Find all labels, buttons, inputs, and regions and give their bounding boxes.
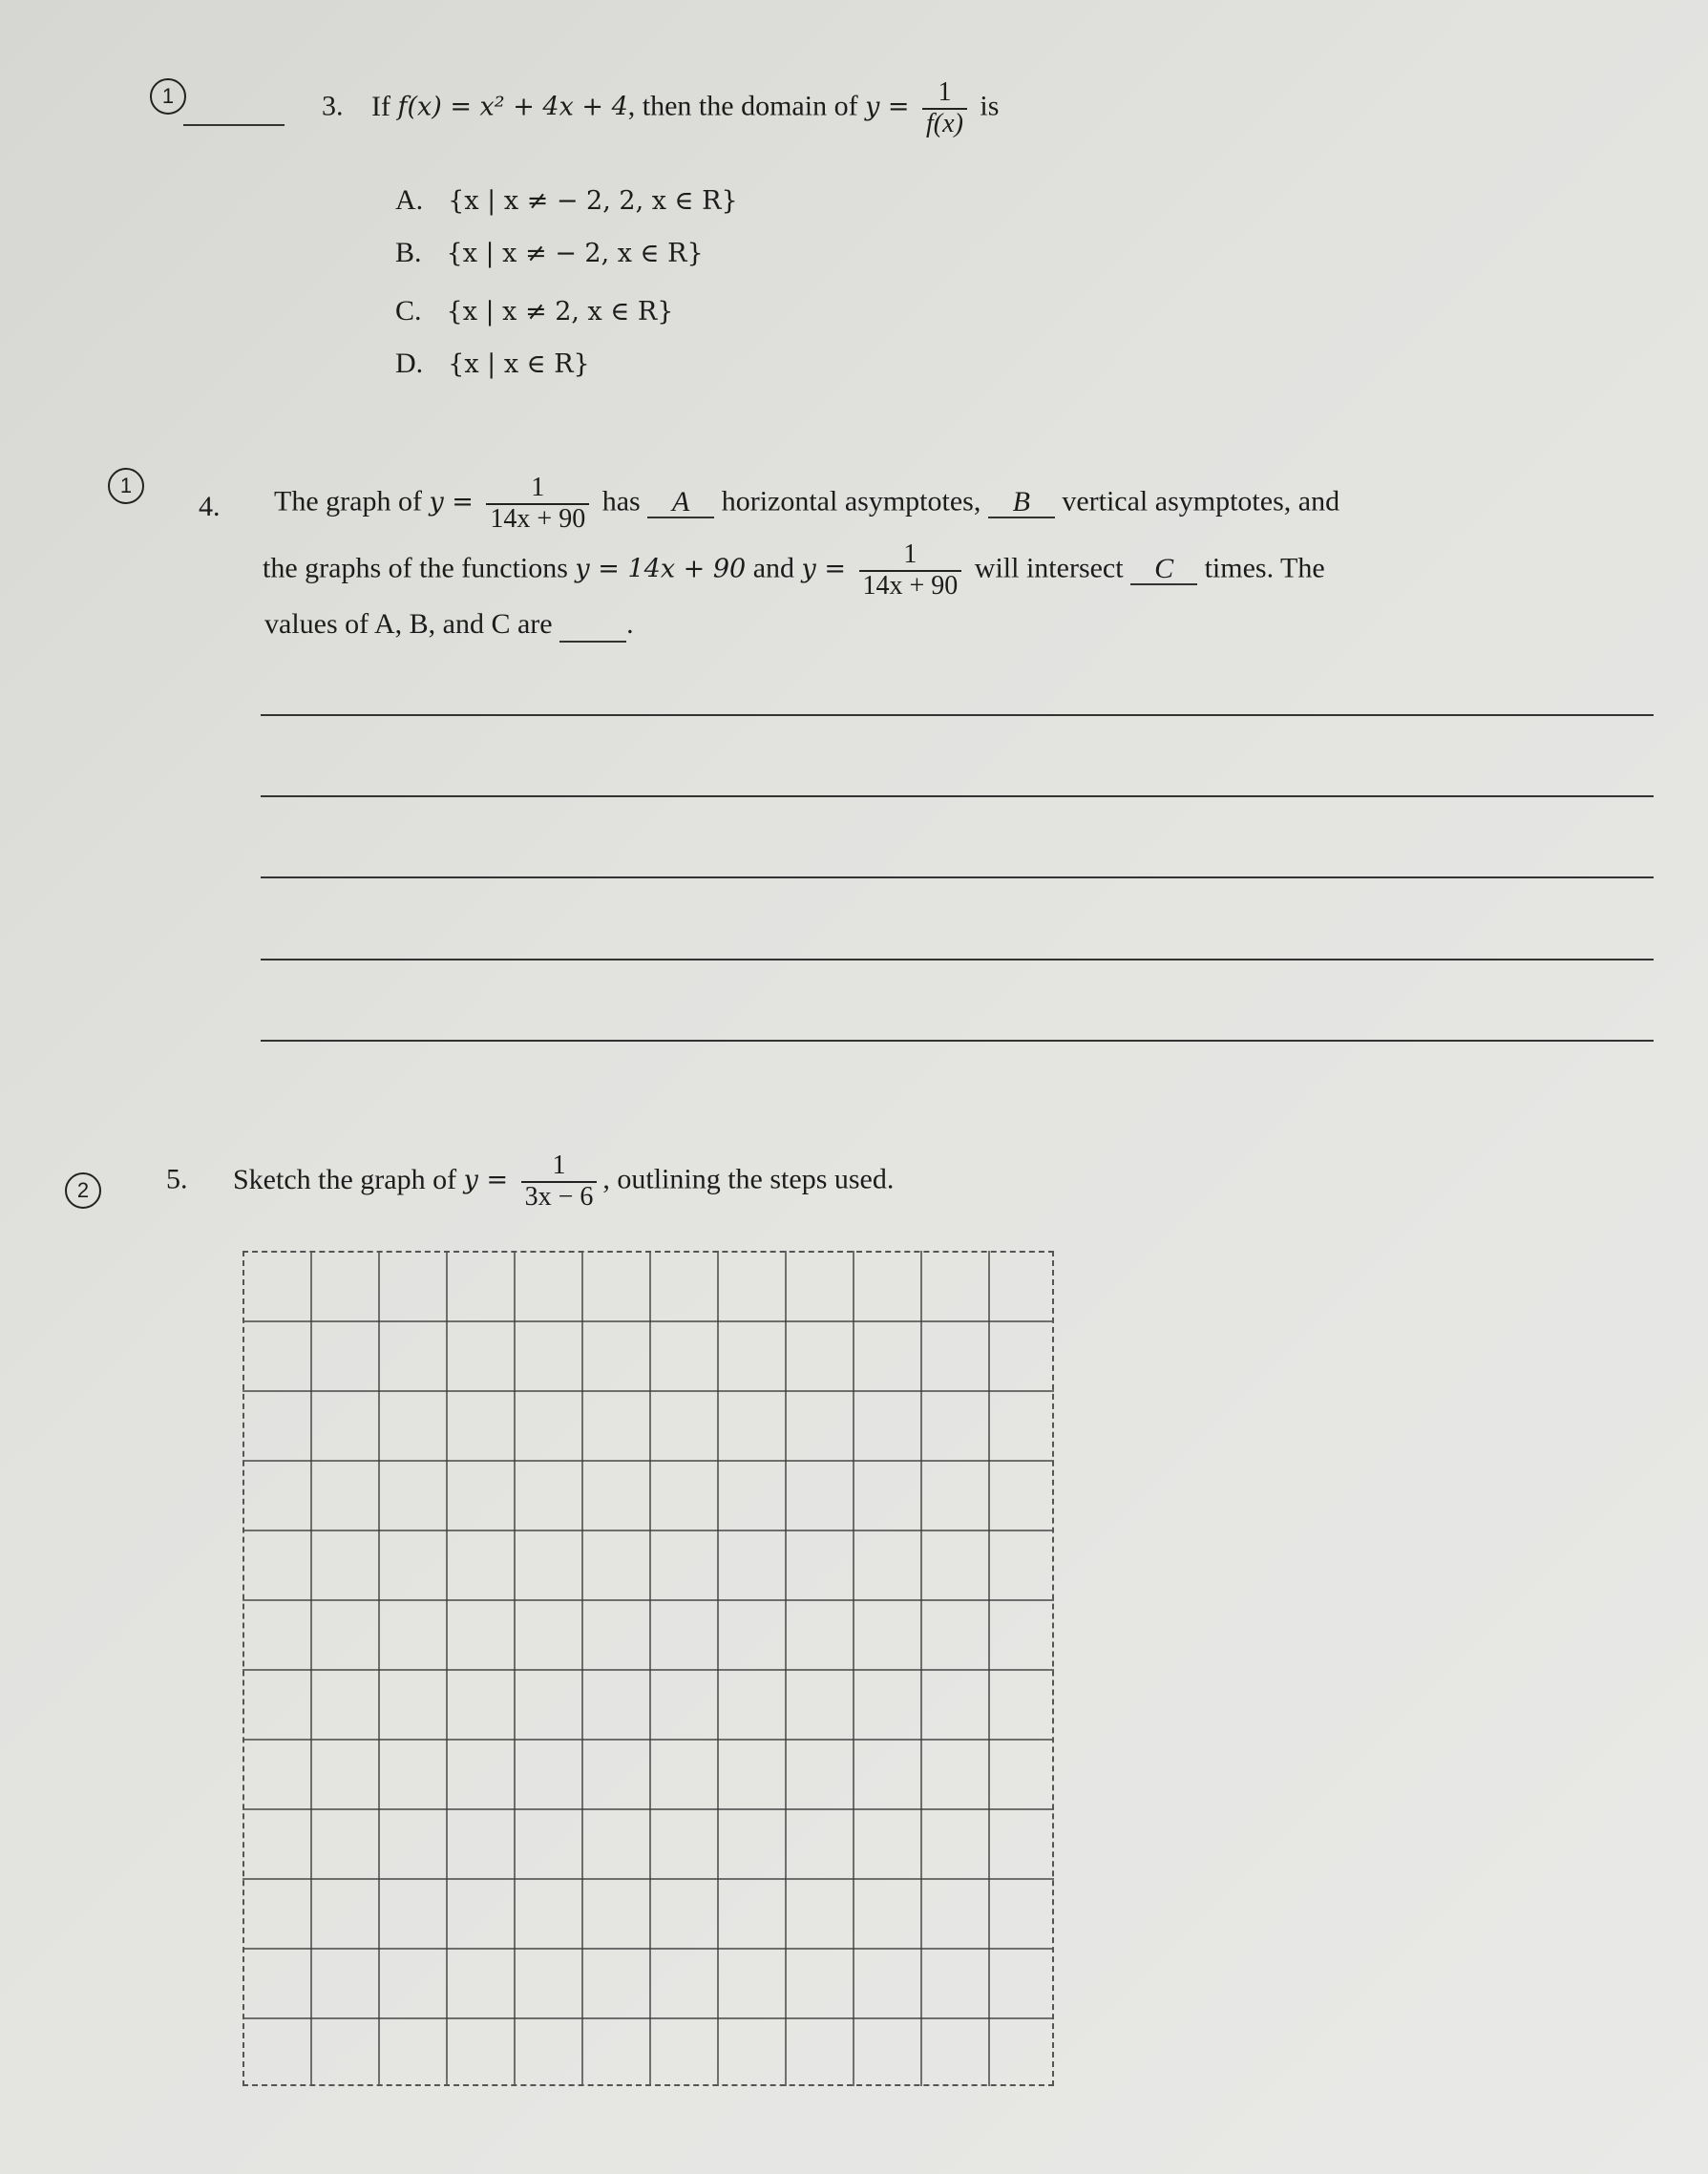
option-c[interactable]	[395, 295, 673, 327]
y-equals: y =	[463, 1165, 509, 1195]
blank-b: B	[988, 488, 1055, 518]
marks-badge: 2	[65, 1172, 101, 1209]
question-3	[322, 78, 999, 139]
question-text: values of A, B, and C are	[264, 608, 553, 640]
blank-a: A	[647, 488, 714, 518]
option-letter: A.	[395, 184, 424, 216]
fraction	[859, 540, 962, 602]
linear-function: y = 14x + 90	[575, 554, 747, 584]
fraction	[922, 78, 967, 139]
answer-line[interactable]	[261, 1040, 1654, 1042]
marks-badge: 1	[150, 78, 186, 115]
question-text: has	[601, 485, 641, 517]
option-text: {x | x ≠ 2, x ∈ R}	[446, 297, 674, 327]
graph-grid[interactable]	[242, 1251, 1054, 2086]
question-text: times. The	[1204, 552, 1325, 584]
option-letter: C.	[395, 295, 422, 327]
question-5	[166, 1151, 894, 1213]
answer-line[interactable]	[261, 959, 1654, 960]
question-text: is	[980, 90, 1000, 122]
question-text: will intersect	[974, 552, 1124, 584]
question-text: If	[371, 90, 390, 122]
denominator: 14x + 90	[486, 503, 589, 535]
answer-blank[interactable]	[559, 641, 626, 643]
numerator: 1	[903, 539, 917, 569]
question-4-line-1	[274, 474, 1339, 535]
answer-line[interactable]	[261, 795, 1654, 797]
question-4-line-3	[264, 608, 634, 643]
question-number: 4.	[199, 491, 221, 522]
option-b[interactable]	[395, 237, 704, 269]
denominator: 3x − 6	[521, 1181, 598, 1213]
option-d[interactable]	[395, 348, 590, 380]
numerator: 1	[938, 77, 952, 107]
period: .	[626, 608, 634, 640]
question-text: horizontal asymptotes,	[721, 485, 981, 517]
option-text: {x | x ∈ R}	[448, 349, 590, 379]
fraction	[521, 1151, 598, 1213]
question-text: , outlining the steps used.	[602, 1163, 895, 1195]
question-text: The graph of	[274, 485, 422, 517]
option-text: {x | x ≠ − 2, x ∈ R}	[446, 239, 704, 268]
question-text: vertical asymptotes, and	[1062, 485, 1340, 517]
option-text: {x | x ≠ − 2, 2, x ∈ R}	[448, 186, 738, 216]
function-expression: f(x) = x² + 4x + 4	[397, 92, 628, 122]
fraction	[486, 474, 589, 535]
option-a[interactable]	[395, 184, 738, 217]
y-equals: y =	[801, 554, 846, 584]
answer-blank[interactable]	[183, 124, 285, 126]
denominator: f(x)	[922, 108, 967, 139]
question-text: Sketch the graph of	[233, 1163, 457, 1195]
numerator: 1	[531, 473, 545, 502]
y-equals: y =	[865, 92, 910, 122]
answer-line[interactable]	[261, 714, 1654, 716]
question-text: the graphs of the functions	[263, 552, 568, 584]
question-text: , then the domain of	[627, 90, 858, 122]
denominator: 14x + 90	[859, 570, 962, 602]
blank-c: C	[1130, 555, 1197, 585]
question-number: 3.	[322, 90, 344, 122]
marks-badge: 1	[108, 468, 144, 504]
question-number: 5.	[166, 1163, 188, 1195]
answer-line[interactable]	[261, 876, 1654, 878]
numerator: 1	[552, 1150, 566, 1180]
option-letter: D.	[395, 348, 424, 379]
option-letter: B.	[395, 237, 422, 268]
y-equals: y =	[429, 487, 474, 517]
question-4-line-2	[263, 540, 1325, 602]
question-text: and	[752, 552, 795, 584]
